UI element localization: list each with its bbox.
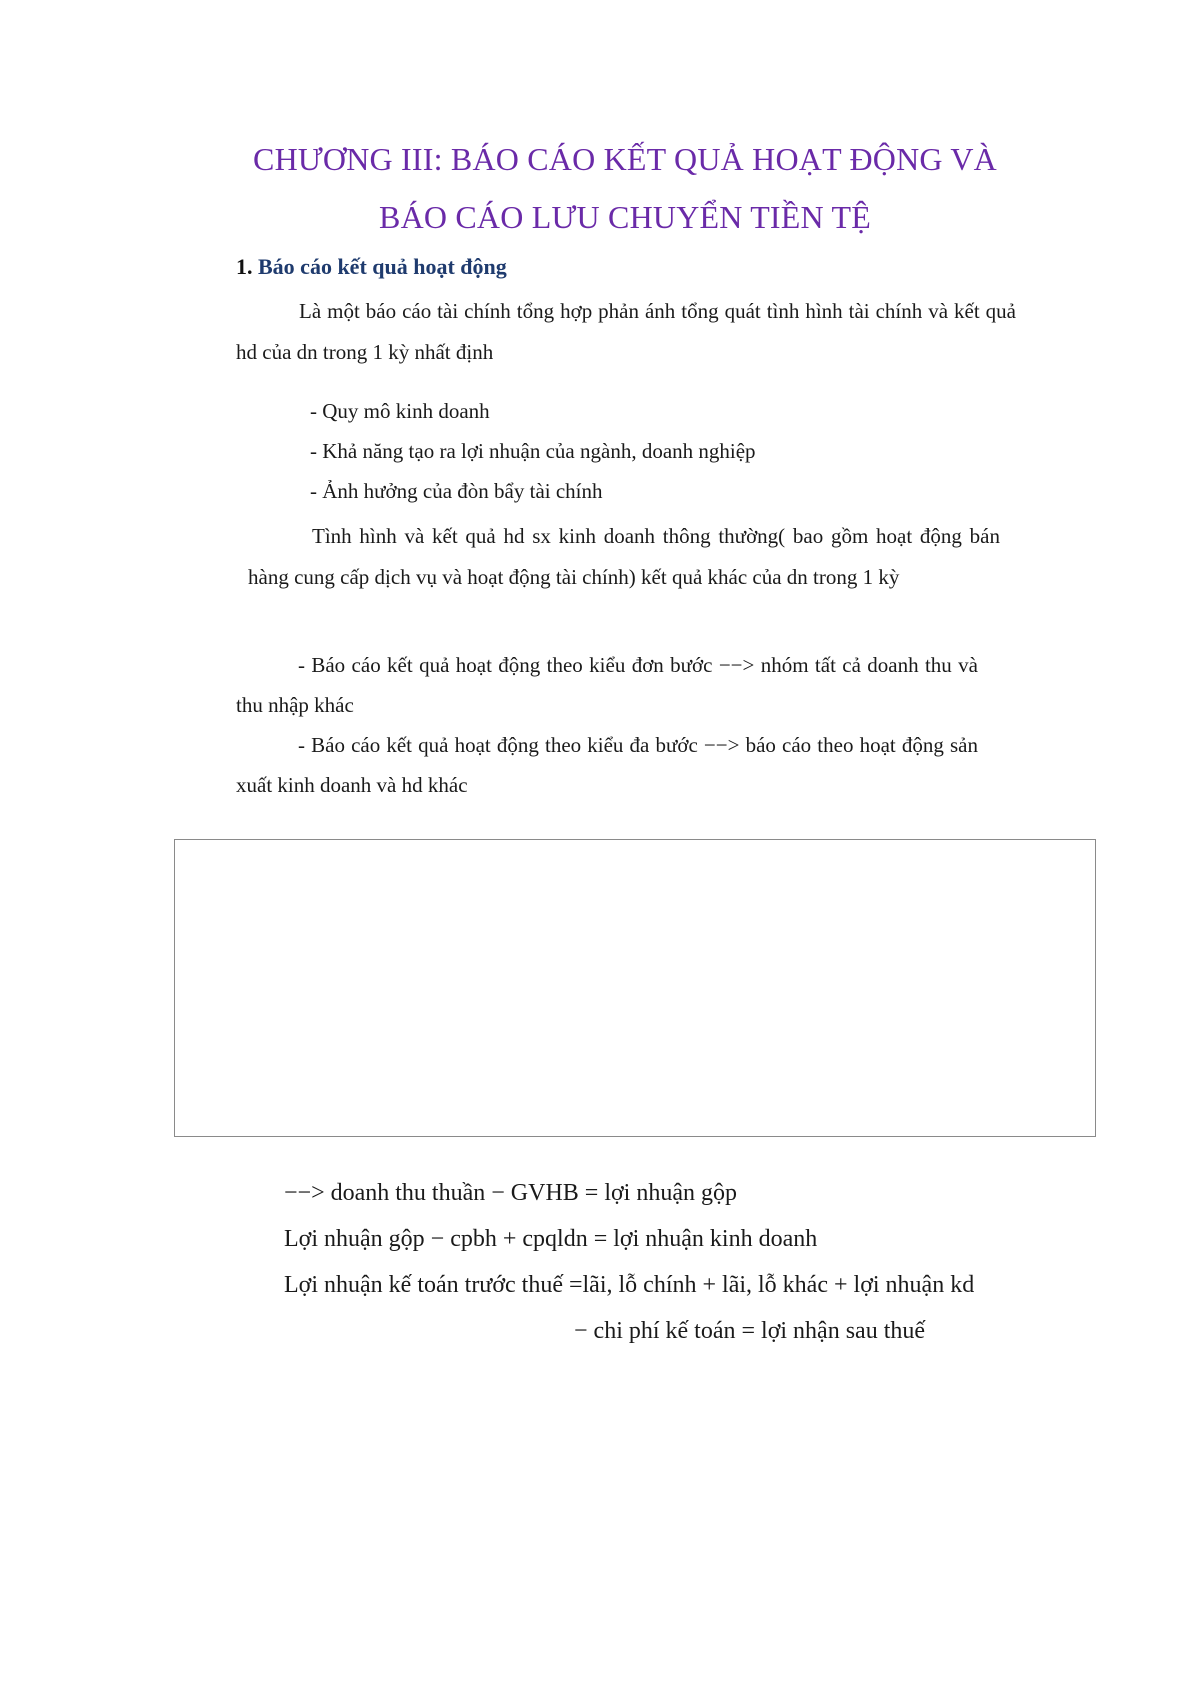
chapter-title (200, 130, 1050, 246)
bullet-item: - Khả năng tạo ra lợi nhuận của ngành, doanh nghiệp (310, 439, 756, 463)
section-number: 1. (236, 254, 253, 279)
situation-paragraph: Tình hình và kết quả hd sx kinh doanh thông thường( bao gồm hoạt động bán hàng cung cấp dịch vụ và hoạt động tài chính) kết quả khác của dn trong 1 kỳ (248, 524, 1000, 589)
formula-line: −−> doanh thu thuần − GVHB = lợi nhuận gộp (284, 1180, 737, 1206)
image-frame (174, 839, 1096, 1137)
chapter-title-line-2: BÁO CÁO LƯU CHUYỂN TIỀN TỆ (379, 199, 871, 235)
bullet-item: - Quy mô kinh doanh (310, 399, 490, 423)
chapter-title-line-1: CHƯƠNG III: BÁO CÁO KẾT QUẢ HOẠT ĐỘNG VÀ (253, 141, 997, 177)
formula-block (284, 1170, 974, 1354)
multi-step-paragraph: - Báo cáo kết quả hoạt động theo kiểu đa bước −−> báo cáo theo hoạt động sản xuất kinh doanh và hd khác (236, 733, 978, 797)
bullet-list (310, 391, 756, 511)
formula-line: − chi phí kế toán = lợi nhận sau thuế (574, 1318, 926, 1344)
section-heading-text: Báo cáo kết quả hoạt động (258, 254, 507, 279)
formula-line: Lợi nhuận gộp − cpbh + cpqldn = lợi nhuận kinh doanh (284, 1226, 818, 1252)
intro-paragraph: Là một báo cáo tài chính tổng hợp phản ánh tổng quát tình hình tài chính và kết quả hd của dn trong 1 kỳ nhất định (236, 299, 1016, 364)
bullet-item: - Ảnh hưởng của đòn bẩy tài chính (310, 479, 603, 503)
single-step-paragraph: - Báo cáo kết quả hoạt động theo kiểu đơn bước −−> nhóm tất cả doanh thu và thu nhập khác (236, 653, 978, 717)
formula-line: Lợi nhuận kế toán trước thuế =lãi, lỗ chính + lãi, lỗ khác + lợi nhuận kd (284, 1272, 975, 1298)
section-heading (236, 254, 507, 280)
